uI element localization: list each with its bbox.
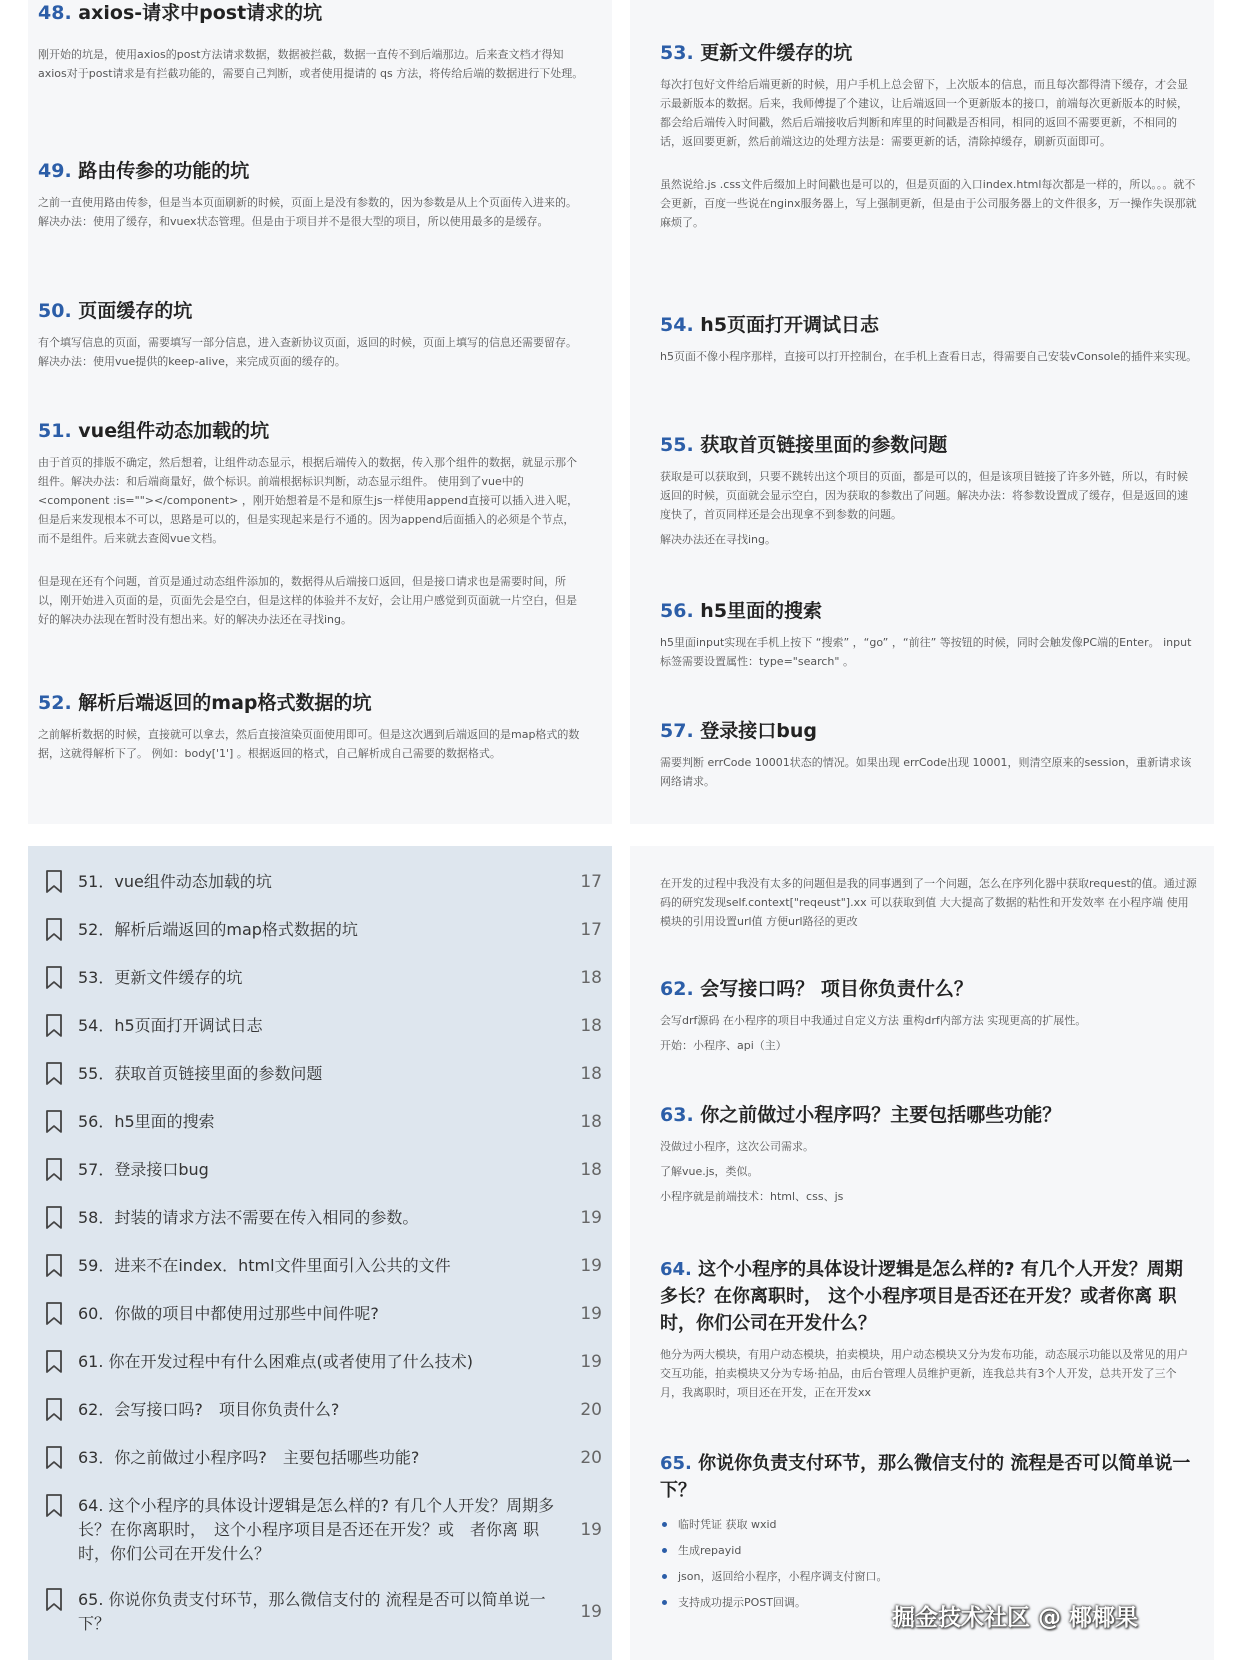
section-body: 虽然说给.js .css文件后缀加上时间戳也是可以的，但是页面的入口index.html每次都是一样的，所以。。。就不会更新，百度一些说在nginx服务器上，写上强制更新，但是由于公司服务器上的文件很多，万一操作失误那就麻烦了。 bbox=[660, 178, 1197, 229]
toc-item-label: 51．vue组件动态加载的坑 bbox=[78, 872, 272, 891]
toc-item-page: 19 bbox=[580, 1520, 602, 1540]
section-55 bbox=[660, 432, 1198, 549]
toc-item-page: 17 bbox=[580, 920, 602, 940]
toc-item-page: 20 bbox=[580, 1448, 602, 1468]
bookmark-icon bbox=[44, 1158, 64, 1182]
section-heading: 48. axios-请求中post请求的坑 bbox=[38, 2, 323, 24]
toc-item[interactable] bbox=[44, 918, 602, 942]
toc-item-page: 18 bbox=[580, 1016, 602, 1036]
toc-item[interactable] bbox=[44, 1158, 602, 1182]
section-heading: 62. 会写接口吗？ 项目你负责什么？ bbox=[660, 978, 973, 1000]
section-body: 由于首页的排版不确定，然后想着，让组件动态显示，根据后端传入的数据，传入那个组件的数据，就显示那个组件。解决办法：和后端商量好，做个标识。前端根据标识判断，动态显示组件。 使用到了vue中的<component :is=""></component> ，刚开始想着是不是和原生js一样使用append直接可以插入进入呢，但是后来发现根本不可以，思路是可以的，但是实现起来是行不通的。因为append后面插入的必须是个节点，而不是组件。后来就去查阅vue文档。 bbox=[38, 456, 579, 545]
toc-item-label: 52．解析后端返回的map格式数据的坑 bbox=[78, 920, 358, 939]
toc-item-page: 18 bbox=[580, 1160, 602, 1180]
toc-item-label: 63．你之前做过小程序吗? 主要包括哪些功能? bbox=[78, 1448, 420, 1467]
panel-bottom-right bbox=[630, 846, 1214, 1660]
section-body: 开始：小程序、api（主） bbox=[660, 1039, 787, 1052]
toc-item-page: 18 bbox=[580, 968, 602, 988]
toc-item-label: 53．更新文件缓存的坑 bbox=[78, 968, 243, 987]
section-body: 解决办法还在寻找ing。 bbox=[660, 533, 777, 546]
section-57 bbox=[660, 718, 1198, 791]
toc-item[interactable] bbox=[44, 1588, 602, 1636]
toc-item-page: 18 bbox=[580, 1112, 602, 1132]
toc-item-label: 55．获取首页链接里面的参数问题 bbox=[78, 1064, 323, 1083]
bookmark-icon bbox=[44, 1494, 64, 1518]
section-heading: 57. 登录接口bug bbox=[660, 720, 818, 742]
section-body: 没做过小程序，这次公司需求。 bbox=[660, 1140, 814, 1153]
section-body: h5里面input实现在手机上按下 “搜索” ，“go” ，“前往” 等按钮的时候，同时会触发像PC端的Enter。 input标签需要设置属性：type="search" 。 bbox=[660, 636, 1192, 668]
section-heading: 50. 页面缓存的坑 bbox=[38, 300, 193, 322]
watermark: 掘金技术社区 @ 椰椰果 bbox=[891, 1605, 1138, 1631]
toc-item[interactable] bbox=[44, 1398, 602, 1422]
section-heading: 63. 你之前做过小程序吗？主要包括哪些功能？ bbox=[660, 1104, 1062, 1126]
toc-item-page: 19 bbox=[580, 1352, 602, 1372]
intro-section bbox=[660, 874, 1198, 931]
section-body: 会写drf源码 在小程序的项目中我通过自定义方法 重构drf内部方法 实现更高的扩展性。 bbox=[660, 1014, 1087, 1027]
toc-item-label: 60．你做的项目中都使用过那些中间件呢? bbox=[78, 1304, 379, 1323]
toc-item[interactable] bbox=[44, 870, 602, 894]
toc-item[interactable] bbox=[44, 1110, 602, 1134]
toc-item-label: 65. 你说你负责支付环节，那么微信支付的 流程是否可以简单说一下？ bbox=[78, 1590, 546, 1633]
toc-item-label: 59．进来不在index．html文件里面引入公共的文件 bbox=[78, 1256, 451, 1275]
bookmark-icon bbox=[44, 870, 64, 894]
section-body: 刚开始的坑是，使用axios的post方法请求数据，数据被拦截，数据一直传不到后端那边。后来查文档才得知 axios对于post请求是有拦截功能的，需要自己判断，或者使用提请的 qs 方法，将传给后端的数据进行下处理。 bbox=[38, 48, 584, 80]
bookmark-icon bbox=[44, 1014, 64, 1038]
section-51 bbox=[38, 418, 584, 629]
toc-panel bbox=[28, 846, 612, 1660]
bullet-dot-icon bbox=[662, 1574, 667, 1579]
toc-item-label: 54．h5页面打开调试日志 bbox=[78, 1016, 263, 1035]
toc-item[interactable] bbox=[44, 1494, 602, 1566]
toc-item-label: 64. 这个小程序的具体设计逻辑是怎么样的? 有几个人开发？周期多长？在你离职时， 这个小程序项目是否还在开发？或 者你离 职时，你们公司在开发什么？ bbox=[78, 1496, 555, 1563]
toc-item-label: 57．登录接口bug bbox=[78, 1160, 209, 1179]
bookmark-icon bbox=[44, 918, 64, 942]
section-body: 有个填写信息的页面，需要填写一部分信息，进入查新协议页面，返回的时候，页面上填写的信息还需要留存。 解决办法：使用vue提供的keep-alive，来完成页面的缓存的。 bbox=[38, 336, 577, 368]
section-body: 之前解析数据的时候，直接就可以拿去，然后直接渲染页面使用即可。但是这次遇到后端返回的是map格式的数据，这就得解析下了。 例如：body['1'] 。根据返回的格式，自己解析成自己需要的数据格式。 bbox=[38, 728, 580, 760]
bookmark-icon bbox=[44, 1254, 64, 1278]
bookmark-icon bbox=[44, 1206, 64, 1230]
section-48 bbox=[38, 0, 584, 83]
toc-item-page: 19 bbox=[580, 1256, 602, 1276]
toc-item-page: 19 bbox=[580, 1208, 602, 1228]
bullet-dot-icon bbox=[662, 1600, 667, 1605]
panel-top-left bbox=[28, 0, 612, 824]
section-heading: 65. 你说你负责支付环节，那么微信支付的 流程是否可以简单说一下？ bbox=[660, 1453, 1191, 1501]
toc-item[interactable] bbox=[44, 1062, 602, 1086]
toc-item-page: 19 bbox=[580, 1304, 602, 1324]
bookmark-icon bbox=[44, 1062, 64, 1086]
section-body: h5页面不像小程序那样，直接可以打开控制台，在手机上查看日志，得需要自己安装vConsole的插件来实现。 bbox=[660, 350, 1198, 363]
section-52 bbox=[38, 690, 584, 763]
toc-item[interactable] bbox=[44, 1014, 602, 1038]
bookmark-icon bbox=[44, 1446, 64, 1470]
toc-item[interactable] bbox=[44, 1446, 602, 1470]
toc-item-page: 19 bbox=[580, 1602, 602, 1622]
section-64 bbox=[660, 1256, 1198, 1402]
list-item: 支持成功提示POST回调。 bbox=[660, 1590, 1198, 1616]
intro-text: 在开发的过程中我没有太多的问题但是我的同事遇到了一个问题，怎么在序列化器中获取request的值。通过源码的研究发现self.context["reqeust"].xx 可以获取到值 大大提高了数据的粘性和开发效率 在小程序端 使用模块的引用设置url值 方便url路径的更改 bbox=[660, 877, 1197, 928]
section-54 bbox=[660, 312, 1198, 366]
section-body: 小程序就是前端技术：html、css、js bbox=[660, 1190, 844, 1203]
section-body: 每次打包好文件给后端更新的时候，用户手机上总会留下，上次版本的信息，而且每次都得清下缓存，才会显示最新版本的数据。后来，我师傅提了个建议，让后端返回一个更新版本的接口，前端每次更新版本的时候，都会给后端传入时间戳，然后后端接收后判断和库里的时间戳是否相同，相同的返回不需要更新，不相同的话，返回要更新，然后前端这边的处理方法是：需要更新的话，清除掉缓存，刷新页面即可。 bbox=[660, 78, 1188, 148]
section-53 bbox=[660, 40, 1198, 232]
toc-item-page: 17 bbox=[580, 872, 602, 892]
section-body: 之前一直使用路由传参，但是当本页面刷新的时候，页面上是没有参数的，因为参数是从上个页面传入进来的。 解决办法：使用了缓存，和vuex状态管理。但是由于项目并不是很大型的项目，所以使用最多的是缓存。 bbox=[38, 196, 577, 228]
toc-item-label: 62．会写接口吗? 项目你负责什么? bbox=[78, 1400, 340, 1419]
section-heading: 49. 路由传参的功能的坑 bbox=[38, 160, 250, 182]
section-62 bbox=[660, 976, 1198, 1055]
section-body: 但是现在还有个问题，首页是通过动态组件添加的，数据得从后端接口返回，但是接口请求也是需要时间，所以，刚开始进入页面的是，页面先会是空白，但是这样的体验并不友好，会让用户感觉到页面就一片空白，但是好的解决办法现在暂时没有想出来。好的解决办法还在寻找ing。 bbox=[38, 575, 577, 626]
toc-item[interactable] bbox=[44, 1206, 602, 1230]
section-50 bbox=[38, 298, 584, 371]
section-heading: 56. h5里面的搜索 bbox=[660, 600, 823, 622]
toc-item-label: 58．封装的请求方法不需要在传入相同的参数。 bbox=[78, 1208, 419, 1227]
section-49 bbox=[38, 158, 584, 231]
toc-item[interactable] bbox=[44, 966, 602, 990]
bookmark-icon bbox=[44, 1350, 64, 1374]
toc-item[interactable] bbox=[44, 1350, 602, 1374]
section-heading: 64. 这个小程序的具体设计逻辑是怎么样的? 有几个人开发？周期多长？在你离职时， 这个小程序项目是否还在开发？或者你离 职时，你们公司在开发什么？ bbox=[660, 1259, 1183, 1334]
bookmark-icon bbox=[44, 966, 64, 990]
section-body: 了解vue.js，类似。 bbox=[660, 1165, 759, 1178]
toc-item-label: 56．h5里面的搜索 bbox=[78, 1112, 215, 1131]
list-item: json，返回给小程序，小程序调支付窗口。 bbox=[660, 1564, 1198, 1590]
section-body: 他分为两大模块，有用户动态模块，拍卖模块，用户动态模块又分为发布功能，动态展示功能以及常见的用户交互功能，拍卖模块又分为专场·拍品，由后台管理人员维护更新，连我总共有3个人开发，总共开发了三个月，我离职时，项目还在开发，正在开发xx bbox=[660, 1348, 1188, 1399]
list-item: 生成repayid bbox=[660, 1538, 1198, 1564]
bullet-dot-icon bbox=[662, 1548, 667, 1553]
bookmark-icon bbox=[44, 1588, 64, 1612]
toc-item[interactable] bbox=[44, 1254, 602, 1278]
list-item: 临时凭证 获取 wxid bbox=[660, 1512, 1198, 1538]
toc-item-label: 61. 你在开发过程中有什么困难点(或者使用了什么技术) bbox=[78, 1352, 474, 1371]
toc-item-page: 18 bbox=[580, 1064, 602, 1084]
bookmark-icon bbox=[44, 1302, 64, 1326]
section-56 bbox=[660, 598, 1198, 671]
bookmark-icon bbox=[44, 1398, 64, 1422]
section-heading: 51. vue组件动态加载的坑 bbox=[38, 420, 270, 442]
section-heading: 55. 获取首页链接里面的参数问题 bbox=[660, 434, 948, 456]
bullet-dot-icon bbox=[662, 1522, 667, 1527]
section-body: 需要判断 errCode 10001状态的情况。如果出现 errCode出现 10001，则清空原来的session，重新请求该网络请求。 bbox=[660, 756, 1192, 788]
toc-item-page: 20 bbox=[580, 1400, 602, 1420]
section-65 bbox=[660, 1450, 1198, 1616]
section-heading: 52. 解析后端返回的map格式数据的坑 bbox=[38, 692, 372, 714]
bookmark-icon bbox=[44, 1110, 64, 1134]
section-heading: 53. 更新文件缓存的坑 bbox=[660, 42, 853, 64]
panel-top-right bbox=[630, 0, 1214, 824]
section-heading: 54. h5页面打开调试日志 bbox=[660, 314, 880, 336]
section-63 bbox=[660, 1102, 1198, 1206]
section-body: 获取是可以获取到，只要不跳转出这个项目的页面，都是可以的，但是该项目链接了许多外链，所以，有时候返回的时候，页面就会显示空白，因为获取的参数出了问题。解决办法：将参数设置成了缓存，但是返回的速度快了，首页同样还是会出现拿不到参数的问题。 bbox=[660, 470, 1188, 521]
toc-item[interactable] bbox=[44, 1302, 602, 1326]
